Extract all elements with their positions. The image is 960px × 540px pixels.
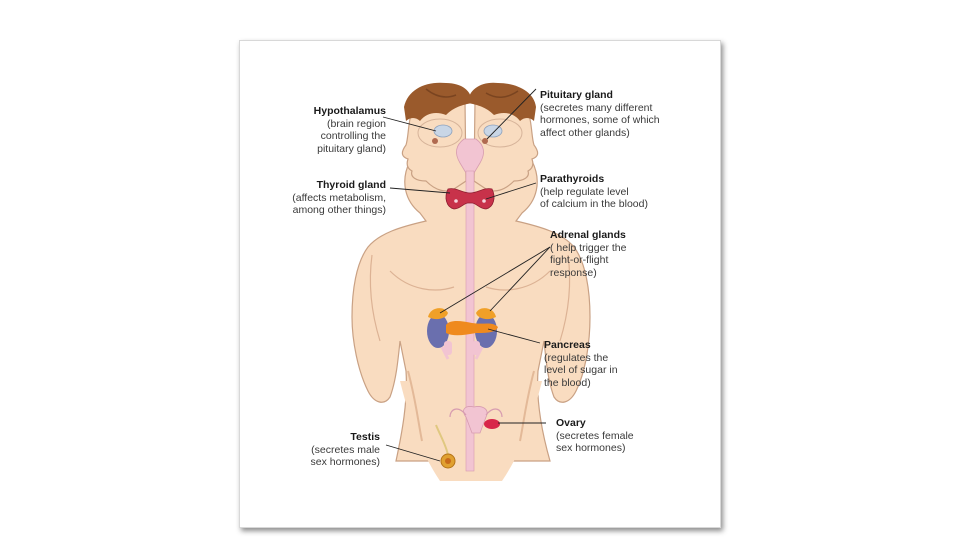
slide-card <box>239 40 721 528</box>
testis-title: Testis <box>350 431 380 443</box>
thyroid-desc: (affects metabolism, among other things) <box>292 191 386 216</box>
ovary-title: Ovary <box>556 417 586 429</box>
label-pituitary <box>540 89 710 139</box>
thyroid-title: Thyroid gland <box>316 179 386 191</box>
ovary-shape <box>484 419 500 429</box>
label-adrenal <box>550 229 700 279</box>
parathyroids-desc: (help regulate level of calcium in the blood) <box>540 185 648 210</box>
pituitary-dot-left <box>432 138 438 144</box>
hypothalamus-desc: (brain region controlling the pituitary gland) <box>317 117 386 155</box>
label-ovary <box>556 417 706 455</box>
hypothalamus-title: Hypothalamus <box>313 105 386 117</box>
label-parathyroids <box>540 173 710 211</box>
pancreas-title: Pancreas <box>544 339 591 351</box>
adrenal-desc: ( help trigger the fight-or-flight response) <box>550 241 627 279</box>
parathyroid-dot-2 <box>482 199 486 203</box>
label-hypothalamus <box>280 105 386 155</box>
pituitary-desc: (secretes many different hormones, some of which affect other glands) <box>540 101 660 139</box>
pituitary-title: Pituitary gland <box>540 89 613 101</box>
testis-core <box>445 458 451 464</box>
parathyroids-title: Parathyroids <box>540 173 605 185</box>
bladder-right <box>472 341 480 355</box>
adrenal-title: Adrenal glands <box>550 229 626 241</box>
label-pancreas <box>544 339 694 389</box>
label-thyroid <box>260 179 386 217</box>
label-testis <box>280 431 380 469</box>
pancreas-desc: (regulates the level of sugar in the blood) <box>544 351 618 389</box>
parathyroid-dot-1 <box>454 199 458 203</box>
bladder-left <box>444 341 452 355</box>
testis-desc: (secretes male sex hormones) <box>310 443 380 468</box>
hypothalamus-shape <box>434 125 452 137</box>
ovary-desc: (secretes female sex hormones) <box>556 429 634 454</box>
